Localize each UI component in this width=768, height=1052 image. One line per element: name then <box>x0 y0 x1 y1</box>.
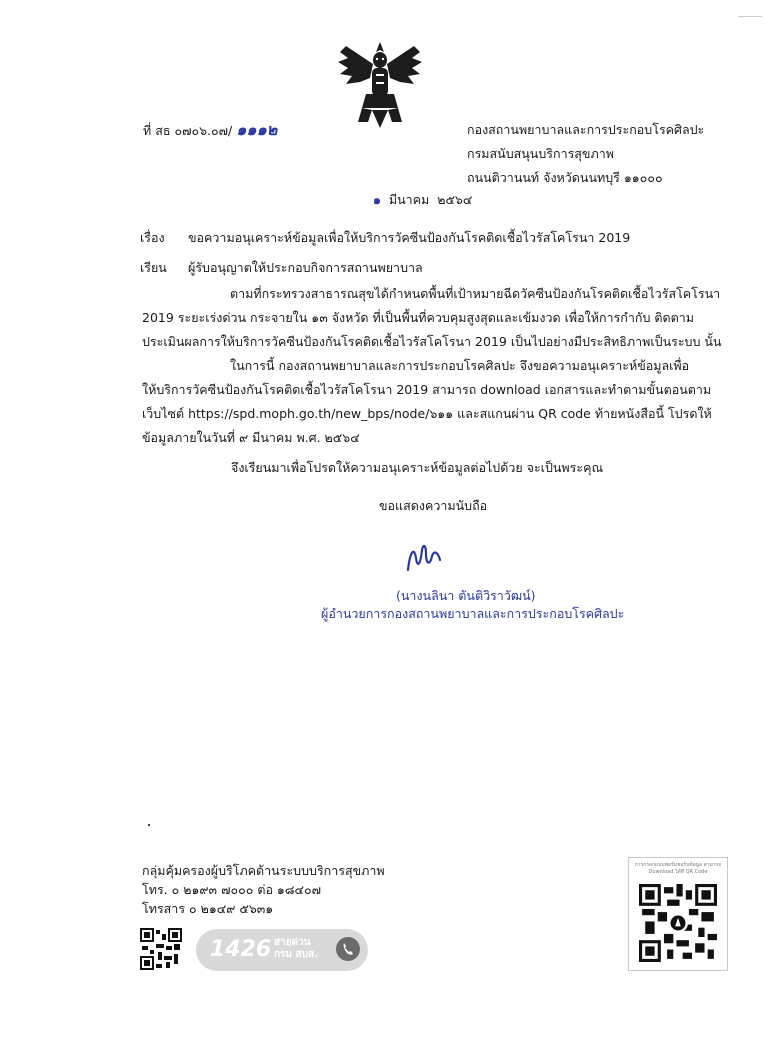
document-number-handwritten: ๑๑๑๒ <box>236 120 278 139</box>
date-day-handwritten: ๑ <box>373 192 381 207</box>
hotline-number: 1426 <box>210 937 272 962</box>
subject-line <box>140 228 630 248</box>
subject-label: เรื่อง <box>140 230 165 245</box>
scan-dot <box>148 824 150 826</box>
hotline-badge <box>196 929 368 971</box>
contact-phone: โทร. ๐ ๒๑๙๓ ๗๐๐๐ ต่อ ๑๘๔๐๗ <box>142 882 321 897</box>
paragraph-line: ประเมินผลการให้บริการวัคซีนป้องกันโรคติดเชื้อไวรัสโคโรนา 2019 เป็นไปอย่างมีประสิทธิภาพเป็นระบบ นั้น <box>142 334 722 349</box>
recipient-line <box>140 258 423 278</box>
closing-sentence: จึงเรียนมาเพื่อโปรดให้ความอนุเคราะห์ข้อมูลต่อไปด้วย จะเป็นพระคุณ <box>231 460 604 475</box>
hotline-label: สายด่วน กรม สบส. <box>274 937 318 960</box>
address-line: กองสถานพยาบาลและการประกอบโรคศิลปะ <box>467 122 705 137</box>
date-month-year: มีนาคม ๒๕๖๔ <box>380 192 473 207</box>
paragraph-line: 2019 ระยะเร่งด่วน กระจายใน ๑๓ จังหวัด ที่เป็นพื้นที่ควบคุมสูงสุดและเข้มงวด เพื่อให้การกำกับ ติดตาม <box>142 310 694 325</box>
qr-caption: การกรอกแบบฟอร์มขอรับข้อมูล สามารถ Download ได้ที่ QR Code <box>634 862 722 875</box>
large-qr-code[interactable] <box>639 884 717 962</box>
paragraph-request <box>142 354 712 450</box>
recipient-label: เรียน <box>140 260 167 275</box>
document-number-label: ที่ สธ ๐๗๐๖.๐๗/ <box>143 123 233 138</box>
handwritten-signature <box>404 540 444 576</box>
signatory-name: (นางนลินา ตันติวิราวัฒน์) <box>396 588 536 603</box>
garuda-emblem <box>336 38 424 130</box>
recipient-text: ผู้รับอนุญาตให้ประกอบกิจการสถานพยาบาล <box>188 260 423 275</box>
scan-mark <box>738 16 762 17</box>
paragraph-line: เว็บไซต์ https://spd.moph.go.th/new_bps/node/๖๑๑ และสแกนผ่าน QR code ท้ายหนังสือนี้ โปรดให้ <box>142 406 712 421</box>
office-address <box>467 118 704 190</box>
qr-code-panel <box>628 857 728 971</box>
regards: ขอแสดงความนับถือ <box>379 498 488 513</box>
address-line: กรมสนับสนุนบริการสุขภาพ <box>467 146 614 161</box>
small-qr-code[interactable] <box>140 928 182 970</box>
address-line: ถนนติวานนท์ จังหวัดนนทบุรี ๑๑๐๐๐ <box>467 170 663 185</box>
letter-date <box>373 190 472 210</box>
contact-department: กลุ่มคุ้มครองผู้บริโภคด้านระบบบริการสุขภาพ <box>142 863 385 878</box>
signatory-position: ผู้อำนวยการกองสถานพยาบาลและการประกอบโรคศิลปะ <box>321 606 625 621</box>
paragraph-background <box>142 282 722 354</box>
contact-info <box>142 861 385 918</box>
subject-text: ขอความอนุเคราะห์ข้อมูลเพื่อให้บริการวัคซีนป้องกันโรคติดเชื้อไวรัสโคโรนา 2019 <box>188 230 631 245</box>
paragraph-line: ให้บริการวัคซีนป้องกันโรคติดเชื้อไวรัสโคโรนา 2019 สามารถ download เอกสารและทำตามขั้นตอนตาม <box>142 382 712 397</box>
paragraph-line: ตามที่กระทรวงสาธารณสุขได้กำหนดพื้นที่เป้าหมายฉีดวัคซีนป้องกันโรคติดเชื้อไวรัสโคโรนา <box>230 286 721 301</box>
paragraph-line: ในการนี้ กองสถานพยาบาลและการประกอบโรคศิลปะ จึงขอความอนุเคราะห์ข้อมูลเพื่อ <box>230 358 690 373</box>
document-number <box>143 118 277 143</box>
contact-fax: โทรสาร ๐ ๒๑๔๙ ๕๖๓๑ <box>142 901 274 916</box>
phone-icon <box>336 937 360 961</box>
paragraph-line: ข้อมูลภายในวันที่ ๙ มีนาคม พ.ศ. ๒๕๖๔ <box>142 430 360 445</box>
